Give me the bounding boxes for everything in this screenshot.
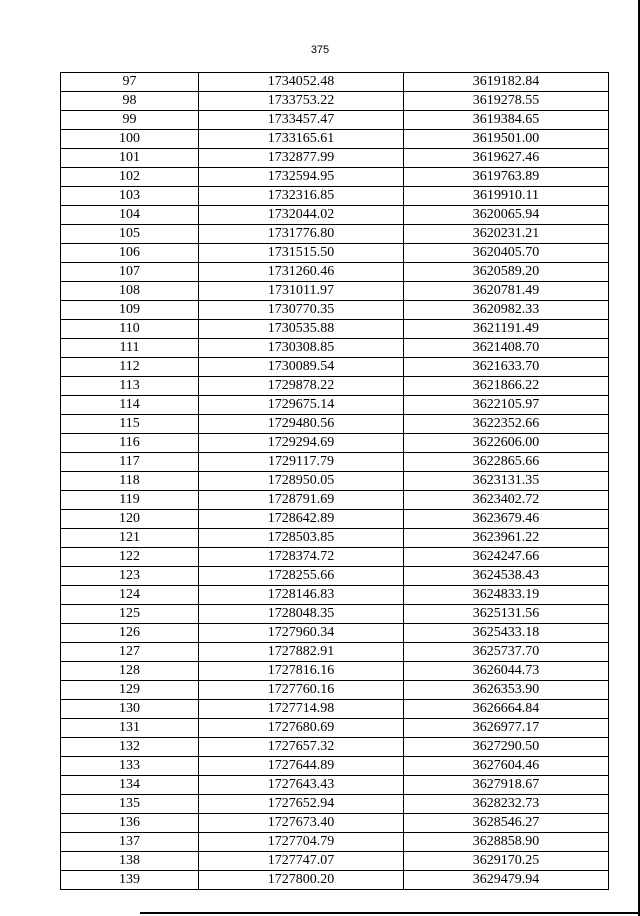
table-row — [61, 529, 609, 548]
point-number-cell: 105 — [61, 225, 199, 244]
table-row — [61, 833, 609, 852]
table-row — [61, 434, 609, 453]
y-coordinate-cell: 3620405.70 — [404, 244, 609, 263]
y-coordinate-cell: 3619501.00 — [404, 130, 609, 149]
y-coordinate-cell: 3629170.25 — [404, 852, 609, 871]
point-number-cell: 115 — [61, 415, 199, 434]
y-coordinate-cell: 3626044.73 — [404, 662, 609, 681]
y-coordinate-cell: 3626353.90 — [404, 681, 609, 700]
y-coordinate-cell: 3619763.89 — [404, 168, 609, 187]
y-coordinate-cell: 3622352.66 — [404, 415, 609, 434]
y-coordinate-cell: 3627604.46 — [404, 757, 609, 776]
table-row — [61, 643, 609, 662]
point-number-cell: 125 — [61, 605, 199, 624]
point-number-cell: 128 — [61, 662, 199, 681]
x-coordinate-cell: 1729878.22 — [199, 377, 404, 396]
point-number-cell: 104 — [61, 206, 199, 225]
table-row — [61, 871, 609, 890]
y-coordinate-cell: 3619910.11 — [404, 187, 609, 206]
point-number-cell: 132 — [61, 738, 199, 757]
y-coordinate-cell: 3619278.55 — [404, 92, 609, 111]
x-coordinate-cell: 1729294.69 — [199, 434, 404, 453]
y-coordinate-cell: 3620589.20 — [404, 263, 609, 282]
table-row — [61, 852, 609, 871]
x-coordinate-cell: 1730308.85 — [199, 339, 404, 358]
x-coordinate-cell: 1727673.40 — [199, 814, 404, 833]
x-coordinate-cell: 1729117.79 — [199, 453, 404, 472]
point-number-cell: 106 — [61, 244, 199, 263]
x-coordinate-cell: 1732316.85 — [199, 187, 404, 206]
point-number-cell: 123 — [61, 567, 199, 586]
table-row — [61, 624, 609, 643]
y-coordinate-cell: 3625433.18 — [404, 624, 609, 643]
point-number-cell: 127 — [61, 643, 199, 662]
point-number-cell: 129 — [61, 681, 199, 700]
point-number-cell: 109 — [61, 301, 199, 320]
x-coordinate-cell: 1731011.97 — [199, 282, 404, 301]
y-coordinate-cell: 3620065.94 — [404, 206, 609, 225]
table-row — [61, 491, 609, 510]
point-number-cell: 103 — [61, 187, 199, 206]
table-row — [61, 377, 609, 396]
table-row — [61, 187, 609, 206]
x-coordinate-cell: 1727657.32 — [199, 738, 404, 757]
x-coordinate-cell: 1728503.85 — [199, 529, 404, 548]
point-number-cell: 135 — [61, 795, 199, 814]
table-row — [61, 795, 609, 814]
y-coordinate-cell: 3628858.90 — [404, 833, 609, 852]
table-row — [61, 548, 609, 567]
coordinates-table — [60, 72, 609, 890]
y-coordinate-cell: 3623402.72 — [404, 491, 609, 510]
y-coordinate-cell: 3623679.46 — [404, 510, 609, 529]
y-coordinate-cell: 3620982.33 — [404, 301, 609, 320]
x-coordinate-cell: 1728146.83 — [199, 586, 404, 605]
table-row — [61, 320, 609, 339]
x-coordinate-cell: 1727800.20 — [199, 871, 404, 890]
x-coordinate-cell: 1727747.07 — [199, 852, 404, 871]
y-coordinate-cell: 3619182.84 — [404, 73, 609, 92]
point-number-cell: 116 — [61, 434, 199, 453]
point-number-cell: 139 — [61, 871, 199, 890]
x-coordinate-cell: 1730089.54 — [199, 358, 404, 377]
y-coordinate-cell: 3620231.21 — [404, 225, 609, 244]
table-row — [61, 339, 609, 358]
point-number-cell: 111 — [61, 339, 199, 358]
x-coordinate-cell: 1727652.94 — [199, 795, 404, 814]
y-coordinate-cell: 3623961.22 — [404, 529, 609, 548]
y-coordinate-cell: 3621408.70 — [404, 339, 609, 358]
x-coordinate-cell: 1729480.56 — [199, 415, 404, 434]
x-coordinate-cell: 1728642.89 — [199, 510, 404, 529]
table-row — [61, 130, 609, 149]
y-coordinate-cell: 3627290.50 — [404, 738, 609, 757]
x-coordinate-cell: 1731260.46 — [199, 263, 404, 282]
x-coordinate-cell: 1727643.43 — [199, 776, 404, 795]
page-number: 375 — [310, 44, 330, 56]
table-row — [61, 149, 609, 168]
y-coordinate-cell: 3627918.67 — [404, 776, 609, 795]
table-row — [61, 301, 609, 320]
point-number-cell: 101 — [61, 149, 199, 168]
y-coordinate-cell: 3624247.66 — [404, 548, 609, 567]
table-row — [61, 567, 609, 586]
table-row — [61, 358, 609, 377]
y-coordinate-cell: 3626977.17 — [404, 719, 609, 738]
point-number-cell: 120 — [61, 510, 199, 529]
x-coordinate-cell: 1728791.69 — [199, 491, 404, 510]
point-number-cell: 107 — [61, 263, 199, 282]
point-number-cell: 119 — [61, 491, 199, 510]
y-coordinate-cell: 3629479.94 — [404, 871, 609, 890]
point-number-cell: 124 — [61, 586, 199, 605]
x-coordinate-cell: 1732594.95 — [199, 168, 404, 187]
x-coordinate-cell: 1732044.02 — [199, 206, 404, 225]
y-coordinate-cell: 3624833.19 — [404, 586, 609, 605]
y-coordinate-cell: 3619384.65 — [404, 111, 609, 130]
x-coordinate-cell: 1733753.22 — [199, 92, 404, 111]
x-coordinate-cell: 1731776.80 — [199, 225, 404, 244]
x-coordinate-cell: 1732877.99 — [199, 149, 404, 168]
point-number-cell: 134 — [61, 776, 199, 795]
table-row — [61, 605, 609, 624]
x-coordinate-cell: 1734052.48 — [199, 73, 404, 92]
point-number-cell: 113 — [61, 377, 199, 396]
y-coordinate-cell: 3623131.35 — [404, 472, 609, 491]
y-coordinate-cell: 3621191.49 — [404, 320, 609, 339]
point-number-cell: 112 — [61, 358, 199, 377]
x-coordinate-cell: 1727714.98 — [199, 700, 404, 719]
y-coordinate-cell: 3625131.56 — [404, 605, 609, 624]
x-coordinate-cell: 1727680.69 — [199, 719, 404, 738]
table-row — [61, 662, 609, 681]
x-coordinate-cell: 1727760.16 — [199, 681, 404, 700]
table-row — [61, 111, 609, 130]
point-number-cell: 138 — [61, 852, 199, 871]
point-number-cell: 126 — [61, 624, 199, 643]
table-row — [61, 586, 609, 605]
x-coordinate-cell: 1727882.91 — [199, 643, 404, 662]
x-coordinate-cell: 1727704.79 — [199, 833, 404, 852]
table-row — [61, 263, 609, 282]
x-coordinate-cell: 1731515.50 — [199, 244, 404, 263]
table-row — [61, 282, 609, 301]
y-coordinate-cell: 3625737.70 — [404, 643, 609, 662]
table-row — [61, 776, 609, 795]
x-coordinate-cell: 1728048.35 — [199, 605, 404, 624]
coordinates-table-body — [61, 73, 609, 890]
y-coordinate-cell: 3621866.22 — [404, 377, 609, 396]
table-row — [61, 814, 609, 833]
table-row — [61, 757, 609, 776]
table-row — [61, 73, 609, 92]
table-row — [61, 225, 609, 244]
y-coordinate-cell: 3620781.49 — [404, 282, 609, 301]
point-number-cell: 117 — [61, 453, 199, 472]
x-coordinate-cell: 1727644.89 — [199, 757, 404, 776]
point-number-cell: 136 — [61, 814, 199, 833]
table-row — [61, 206, 609, 225]
point-number-cell: 131 — [61, 719, 199, 738]
x-coordinate-cell: 1728374.72 — [199, 548, 404, 567]
x-coordinate-cell: 1730535.88 — [199, 320, 404, 339]
table-row — [61, 244, 609, 263]
table-row — [61, 719, 609, 738]
x-coordinate-cell: 1729675.14 — [199, 396, 404, 415]
point-number-cell: 108 — [61, 282, 199, 301]
y-coordinate-cell: 3628546.27 — [404, 814, 609, 833]
table-row — [61, 738, 609, 757]
point-number-cell: 121 — [61, 529, 199, 548]
table-row — [61, 681, 609, 700]
point-number-cell: 118 — [61, 472, 199, 491]
x-coordinate-cell: 1730770.35 — [199, 301, 404, 320]
y-coordinate-cell: 3628232.73 — [404, 795, 609, 814]
point-number-cell: 122 — [61, 548, 199, 567]
point-number-cell: 137 — [61, 833, 199, 852]
table-row — [61, 415, 609, 434]
y-coordinate-cell: 3622865.66 — [404, 453, 609, 472]
point-number-cell: 133 — [61, 757, 199, 776]
y-coordinate-cell: 3622606.00 — [404, 434, 609, 453]
table-row — [61, 453, 609, 472]
point-number-cell: 102 — [61, 168, 199, 187]
x-coordinate-cell: 1727960.34 — [199, 624, 404, 643]
scan-edge-bottom — [140, 912, 640, 914]
y-coordinate-cell: 3621633.70 — [404, 358, 609, 377]
table-row — [61, 510, 609, 529]
point-number-cell: 98 — [61, 92, 199, 111]
point-number-cell: 99 — [61, 111, 199, 130]
table-row — [61, 396, 609, 415]
x-coordinate-cell: 1733457.47 — [199, 111, 404, 130]
x-coordinate-cell: 1728950.05 — [199, 472, 404, 491]
x-coordinate-cell: 1733165.61 — [199, 130, 404, 149]
point-number-cell: 97 — [61, 73, 199, 92]
table-row — [61, 700, 609, 719]
x-coordinate-cell: 1728255.66 — [199, 567, 404, 586]
x-coordinate-cell: 1727816.16 — [199, 662, 404, 681]
table-row — [61, 472, 609, 491]
point-number-cell: 110 — [61, 320, 199, 339]
table-row — [61, 168, 609, 187]
y-coordinate-cell: 3622105.97 — [404, 396, 609, 415]
y-coordinate-cell: 3619627.46 — [404, 149, 609, 168]
y-coordinate-cell: 3624538.43 — [404, 567, 609, 586]
table-row — [61, 92, 609, 111]
point-number-cell: 100 — [61, 130, 199, 149]
y-coordinate-cell: 3626664.84 — [404, 700, 609, 719]
point-number-cell: 130 — [61, 700, 199, 719]
point-number-cell: 114 — [61, 396, 199, 415]
